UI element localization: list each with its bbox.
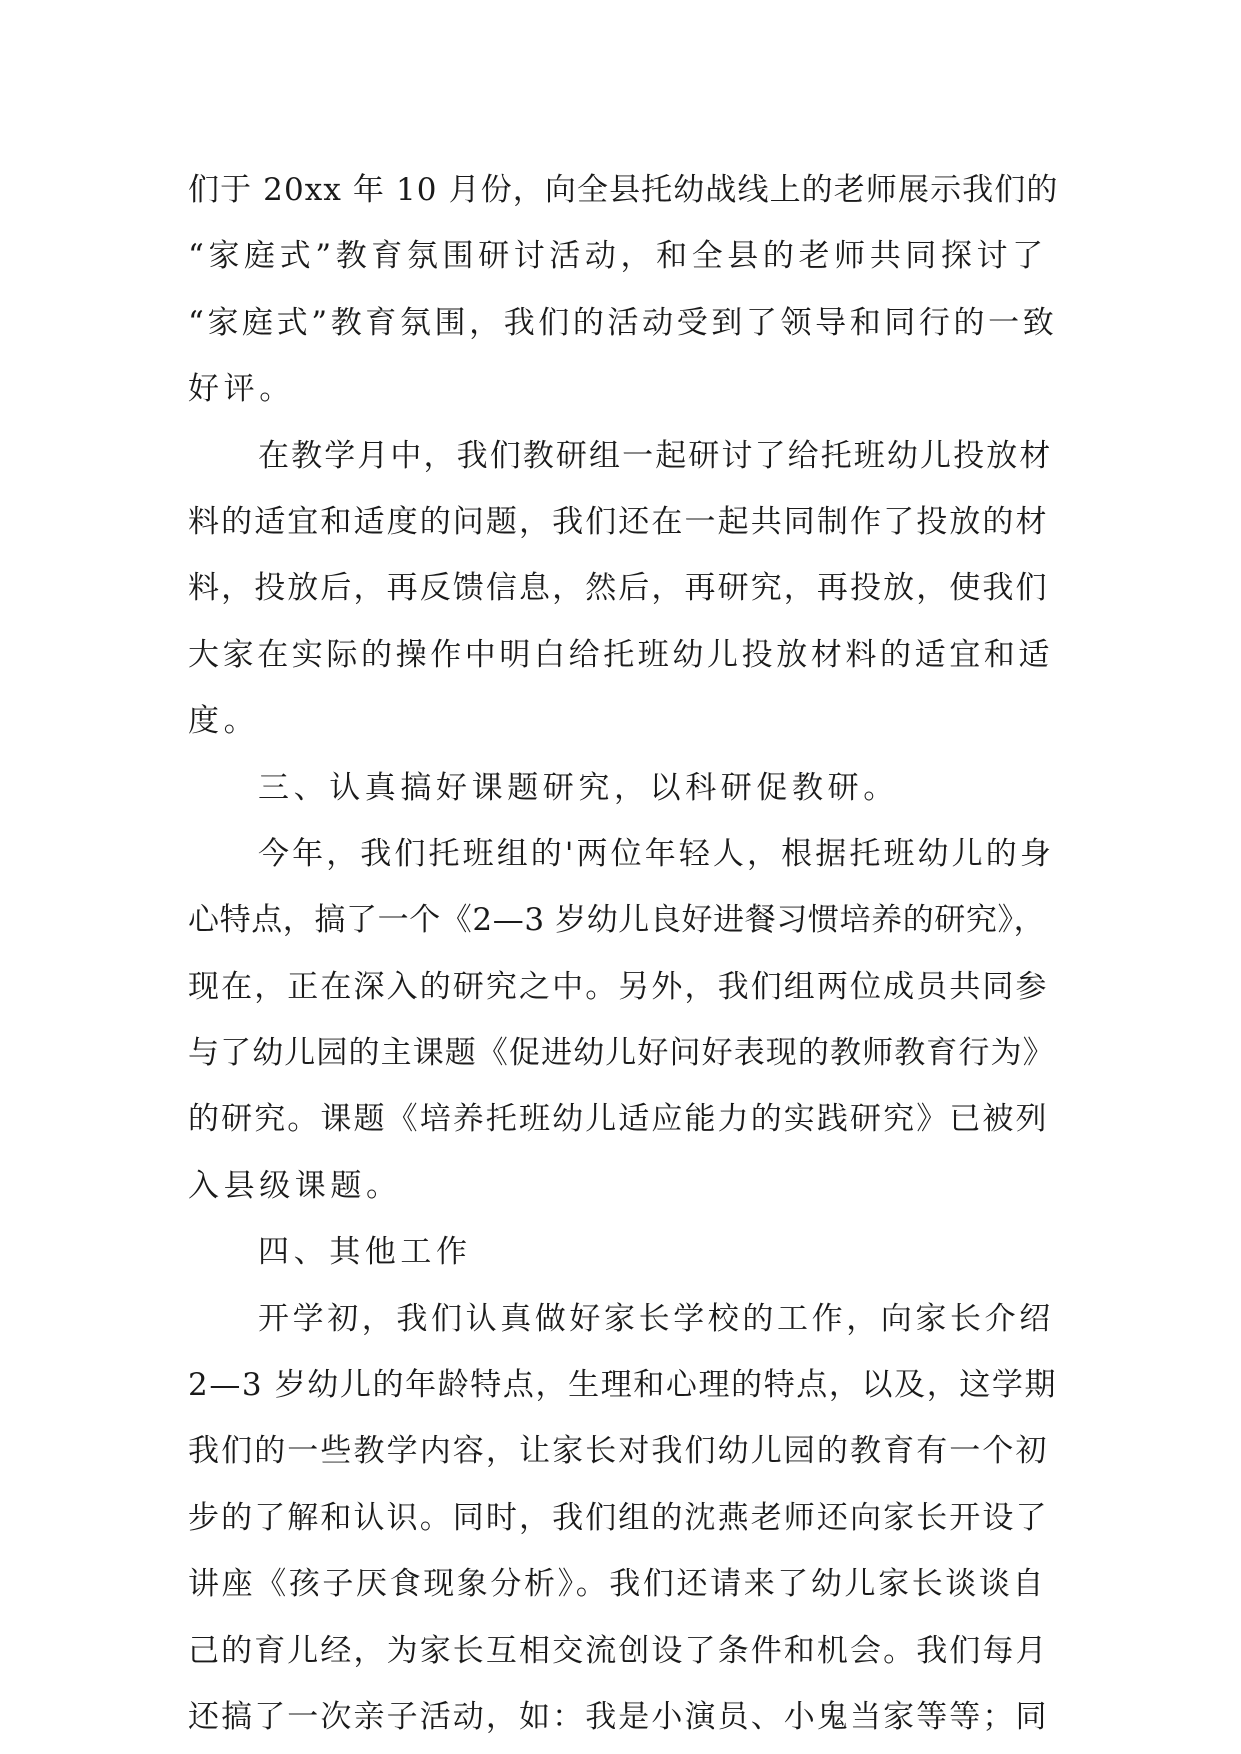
text-line: 2—3 岁幼儿的年龄特点，生理和心理的特点，以及，这学期: [188, 1367, 1058, 1404]
text-line: 大家在实际的操作中明白给托班幼儿投放材料的适宜和适: [188, 636, 1053, 673]
text-line: 己的育儿经，为家长互相交流创设了条件和机会。我们每月: [188, 1632, 1049, 1669]
text-line: 度。: [188, 703, 260, 740]
text-line: 今年，我们托班组的'两位年轻人，根据托班幼儿的身: [258, 835, 1054, 872]
text-line: 步的了解和认识。同时，我们组的沈燕老师还向家长开设了: [188, 1499, 1049, 1536]
text-line: 还搞了一次亲子活动，如：我是小演员、小鬼当家等等；同: [188, 1698, 1049, 1735]
text-line: 们于 20xx 年 10 月份，向全县托幼战线上的老师展示我们的: [188, 172, 1059, 208]
text-line: 料的适宜和适度的问题，我们还在一起共同制作了投放的材: [188, 503, 1049, 540]
text-line: 我们的一些教学内容，让家长对我们幼儿园的教育有一个初: [188, 1433, 1049, 1470]
section-heading: 四、其他工作: [258, 1234, 472, 1271]
text-line: “家庭式”教育氛围研讨活动，和全县的老师共同探讨了: [188, 238, 1048, 275]
text-line: 心特点，搞了一个《2—3 岁幼儿良好进餐习惯培养的研究》，: [188, 902, 1046, 939]
section-heading: 三、认真搞好课题研究，以科研促教研。: [258, 769, 899, 806]
text-line: 与了幼儿园的主课题《促进幼儿好问好表现的教师教育行为》: [188, 1035, 1055, 1072]
text-line: 在教学月中，我们教研组一起研讨了给托班幼儿投放材: [258, 437, 1053, 474]
text-line: 好评。: [188, 371, 295, 408]
text-line: 入县级课题。: [188, 1167, 402, 1204]
body-text: [188, 157, 1058, 1750]
text-line: 现在，正在深入的研究之中。另外，我们组两位成员共同参: [188, 968, 1049, 1005]
text-line: 讲座《孩子厌食现象分析》。我们还请来了幼儿家长谈谈自: [188, 1566, 1047, 1603]
text-line: 开学初，我们认真做好家长学校的工作，向家长介绍: [258, 1300, 1054, 1337]
text-line: “家庭式”教育氛围，我们的活动受到了领导和同行的一致: [188, 304, 1058, 341]
text-line: 料，投放后，再反馈信息，然后，再研究，再投放，使我们: [188, 570, 1049, 607]
text-line: 的研究。课题《培养托班幼儿适应能力的实践研究》已被列: [188, 1101, 1049, 1138]
